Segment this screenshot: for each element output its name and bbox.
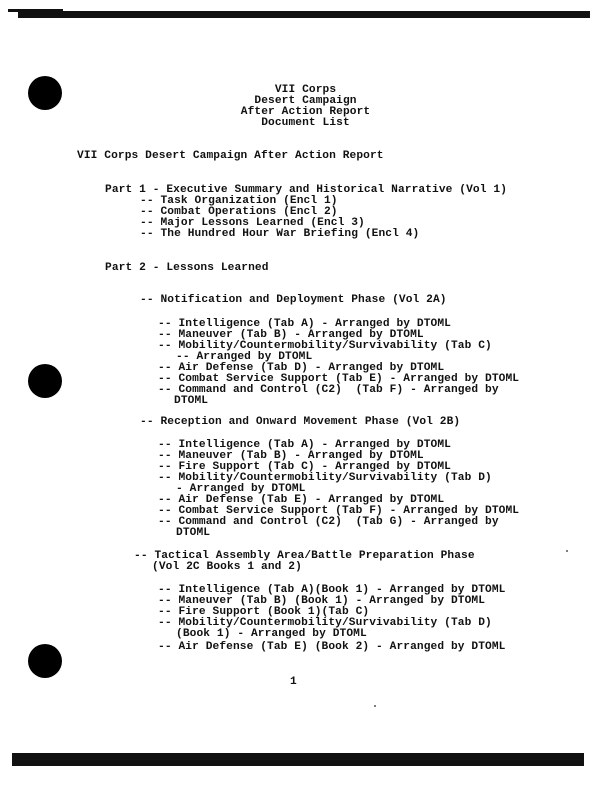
list-item: -- Combat Operations (Encl 2) (140, 206, 338, 218)
list-item: -- Air Defense (Tab E) - Arranged by DTOML (158, 494, 445, 506)
phase-2c-title: -- Tactical Assembly Area/Battle Preparation Phase (134, 550, 475, 562)
list-item: -- Major Lessons Learned (Encl 3) (140, 217, 365, 229)
list-item-continuation: -- Arranged by DTOML (176, 351, 313, 363)
scan-speck (566, 550, 568, 552)
part-2-title: Part 2 - Lessons Learned (105, 262, 269, 274)
list-item: -- Combat Service Support (Tab E) - Arranged by DTOML (158, 373, 520, 385)
phase-2a-title: -- Notification and Deployment Phase (Vol 2A) (140, 294, 447, 306)
list-item: -- Command and Control (C2) (Tab F) - Arranged by (158, 384, 499, 396)
page-number: 1 (290, 676, 297, 688)
list-item: -- Mobility/Countermobility/Survivability (Tab D) (158, 617, 492, 629)
list-item-continuation: DTOML (176, 527, 211, 539)
list-item: -- Mobility/Countermobility/Survivability (Tab D) (158, 472, 492, 484)
list-item: -- Task Organization (Encl 1) (140, 195, 338, 207)
list-item: -- Fire Support (Book 1)(Tab C) (158, 606, 370, 618)
phase-2c-title-continuation: (Vol 2C Books 1 and 2) (152, 561, 302, 573)
list-item: -- Mobility/Countermobility/Survivability (Tab C) (158, 340, 492, 352)
header-line-1: VII Corps (274, 84, 337, 96)
header-line-4: Document List (261, 117, 350, 129)
list-item: -- Fire Support (Tab C) - Arranged by DTOML (158, 461, 451, 473)
punch-hole-middle (28, 364, 62, 398)
list-item: -- Air Defense (Tab D) - Arranged by DTOML (158, 362, 445, 374)
list-item: -- Intelligence (Tab A)(Book 1) - Arranged by DTOML (158, 584, 506, 596)
list-item: -- Command and Control (C2) (Tab G) - Arranged by (158, 516, 499, 528)
list-item-continuation: - Arranged by DTOML (176, 483, 306, 495)
header-line-2: Desert Campaign (254, 95, 357, 107)
part-1-title: Part 1 - Executive Summary and Historical Narrative (Vol 1) (105, 184, 508, 196)
top-scan-border (18, 11, 590, 18)
list-item: -- The Hundred Hour War Briefing (Encl 4) (140, 228, 420, 240)
list-item: -- Air Defense (Tab E) (Book 2) - Arranged by DTOML (158, 641, 506, 653)
document-title: VII Corps Desert Campaign After Action Report (77, 150, 384, 162)
list-item-continuation: (Book 1) - Arranged by DTOML (176, 628, 367, 640)
list-item: -- Intelligence (Tab A) - Arranged by DTOML (158, 439, 451, 451)
list-item: -- Maneuver (Tab B) (Book 1) - Arranged by DTOML (158, 595, 486, 607)
punch-hole-bottom (28, 644, 62, 678)
header-line-3: After Action Report (240, 106, 371, 118)
list-item: -- Combat Service Support (Tab F) - Arranged by DTOML (158, 505, 520, 517)
list-item: -- Intelligence (Tab A) - Arranged by DTOML (158, 318, 451, 330)
phase-2b-title: -- Reception and Onward Movement Phase (Vol 2B) (140, 416, 461, 428)
list-item-continuation: DTOML (174, 395, 209, 407)
list-item: -- Maneuver (Tab B) - Arranged by DTOML (158, 450, 424, 462)
scan-speck (374, 705, 376, 707)
list-item: -- Maneuver (Tab B) - Arranged by DTOML (158, 329, 424, 341)
bottom-scan-border (12, 753, 584, 766)
